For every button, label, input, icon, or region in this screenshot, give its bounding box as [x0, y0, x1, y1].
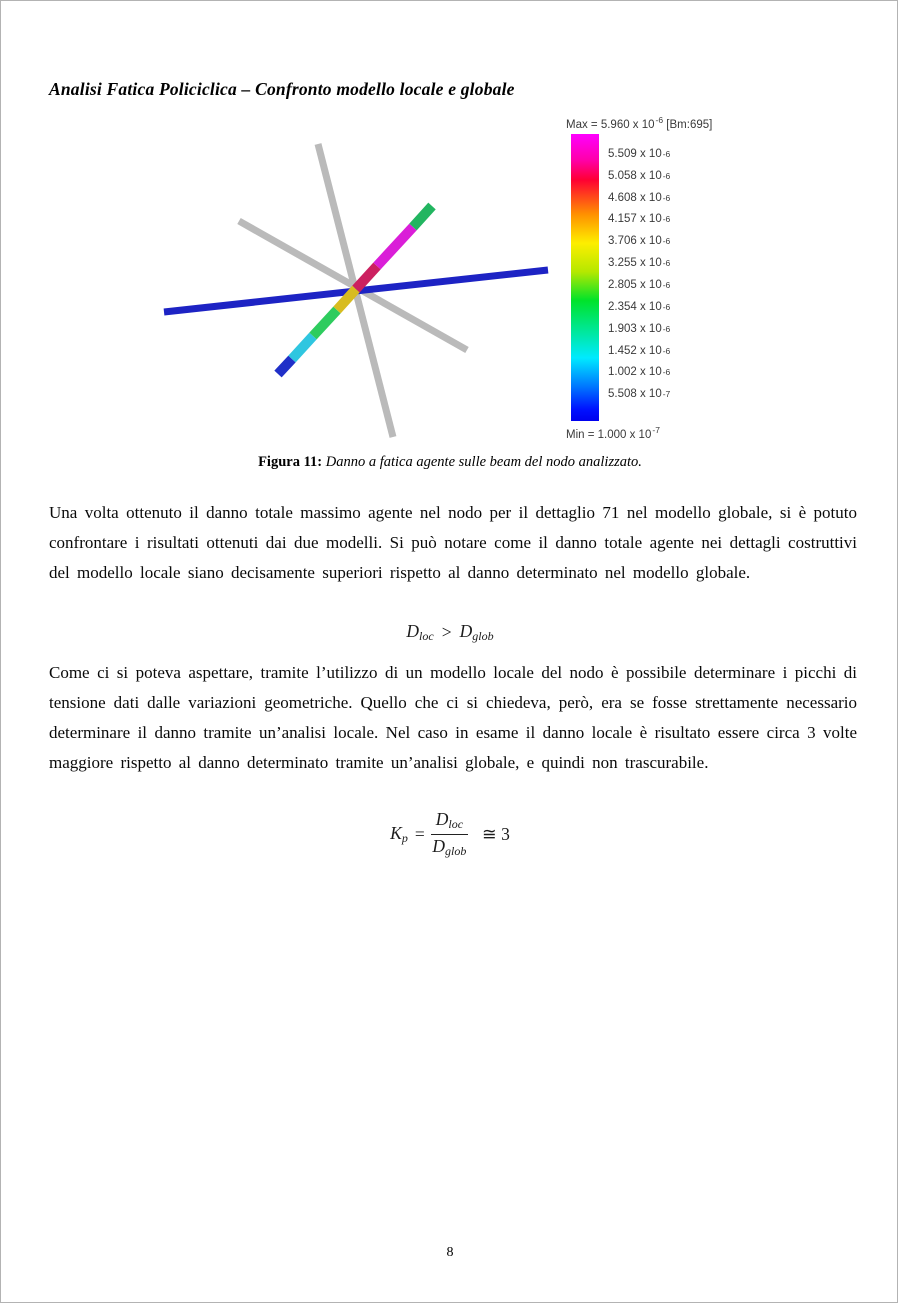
beam-segment-green [313, 310, 337, 336]
legend-entry: 1.002 x 10 -6 [608, 366, 671, 379]
formula1-operator: > [441, 622, 452, 642]
legend-min-value: Min = 1.000 x $10^{-7}$ [566, 425, 660, 441]
figure-caption-label: Figura 11: [258, 454, 323, 470]
formula-dloc-gt-dglob [1, 621, 898, 644]
beam-segment-blue-end [278, 359, 292, 374]
legend-min-exponent: -7 [652, 425, 660, 435]
paragraph-1: Una volta ottenuto il danno totale massimo agente nel nodo per il dettaglio 71 nel modello globale, si è potuto confrontare i risultati ottenuti dai due modelli. Si può notare come il danno totale agente nei dettagli costruttivi del modello locale siano decisamente superiori rispetto al danno determinato nel modello globale. [49, 503, 857, 582]
formula1-rhs: $D_{glob}$ [459, 621, 494, 643]
legend-entry: 5.058 x 10 -6 [608, 169, 671, 182]
legend-entry: 3.255 x 10 -6 [608, 257, 671, 270]
legend-entry: 5.508 x 10 -7 [608, 388, 671, 401]
colorbar [571, 134, 599, 421]
formula2-denominator: $D_{glob}$ [432, 836, 467, 858]
legend-max-value: Max = 5.960 x $10^{-6}$ [Bm:695] [566, 115, 713, 131]
formula2-equals: = [414, 823, 425, 844]
formula2-numerator: $D_{loc}$ [431, 809, 468, 835]
legend-max-exponent: -6 [655, 115, 664, 125]
legend-values [608, 143, 768, 405]
figure-caption [1, 454, 898, 471]
beam-segment-magenta [377, 227, 413, 266]
beam-damage-figure [101, 116, 566, 451]
page-title: Analisi Fatica Policiclica – Confronto modello locale e globale [49, 79, 515, 99]
formula2-result: ≅ 3 [482, 823, 510, 844]
legend-entry: 4.157 x 10 -6 [608, 213, 671, 226]
legend-entry: 2.354 x 10 -6 [608, 300, 671, 313]
legend-max-beam-id: [Bm:695] [663, 118, 713, 131]
page-number: 8 [446, 1245, 454, 1260]
legend-entry: 1.452 x 10 -6 [608, 344, 671, 357]
paragraph-2: Come ci si poteva aspettare, tramite l’utilizzo di un modello locale del nodo è possibile determinare i picchi di tensione dati dalle variazioni geometriche. Quello che ci si chiedeva, però, era se fosse strettamente necessario determinare il danno tramite un’analisi locale. Nel caso in esame il danno locale è risultato essere circa 3 volte maggiore rispetto al danno determinato tramite un’analisi globale, e quindi non trascurabile. [49, 663, 857, 772]
beam-damage-colored [278, 206, 432, 374]
legend-entry: 1.903 x 10 -6 [608, 322, 671, 335]
formula2-kp: $K_p$ [390, 822, 408, 845]
figure-caption-text: Danno a fatica agente sulle beam del nodo analizzato. [322, 454, 642, 470]
formula-kp-ratio [1, 809, 898, 859]
legend-entry: 3.706 x 10 -6 [608, 235, 671, 248]
damage-legend [566, 113, 781, 448]
legend-entry: 5.509 x 10 -6 [608, 147, 671, 160]
legend-entry: 2.805 x 10 -6 [608, 278, 671, 291]
formula1-lhs: $D_{loc}$ [406, 621, 434, 643]
legend-entry: 4.608 x 10 -6 [608, 191, 671, 204]
beam-segment-cyan [292, 336, 313, 359]
formula2-fraction [431, 809, 468, 859]
beam-segment-green-tip [413, 206, 432, 227]
